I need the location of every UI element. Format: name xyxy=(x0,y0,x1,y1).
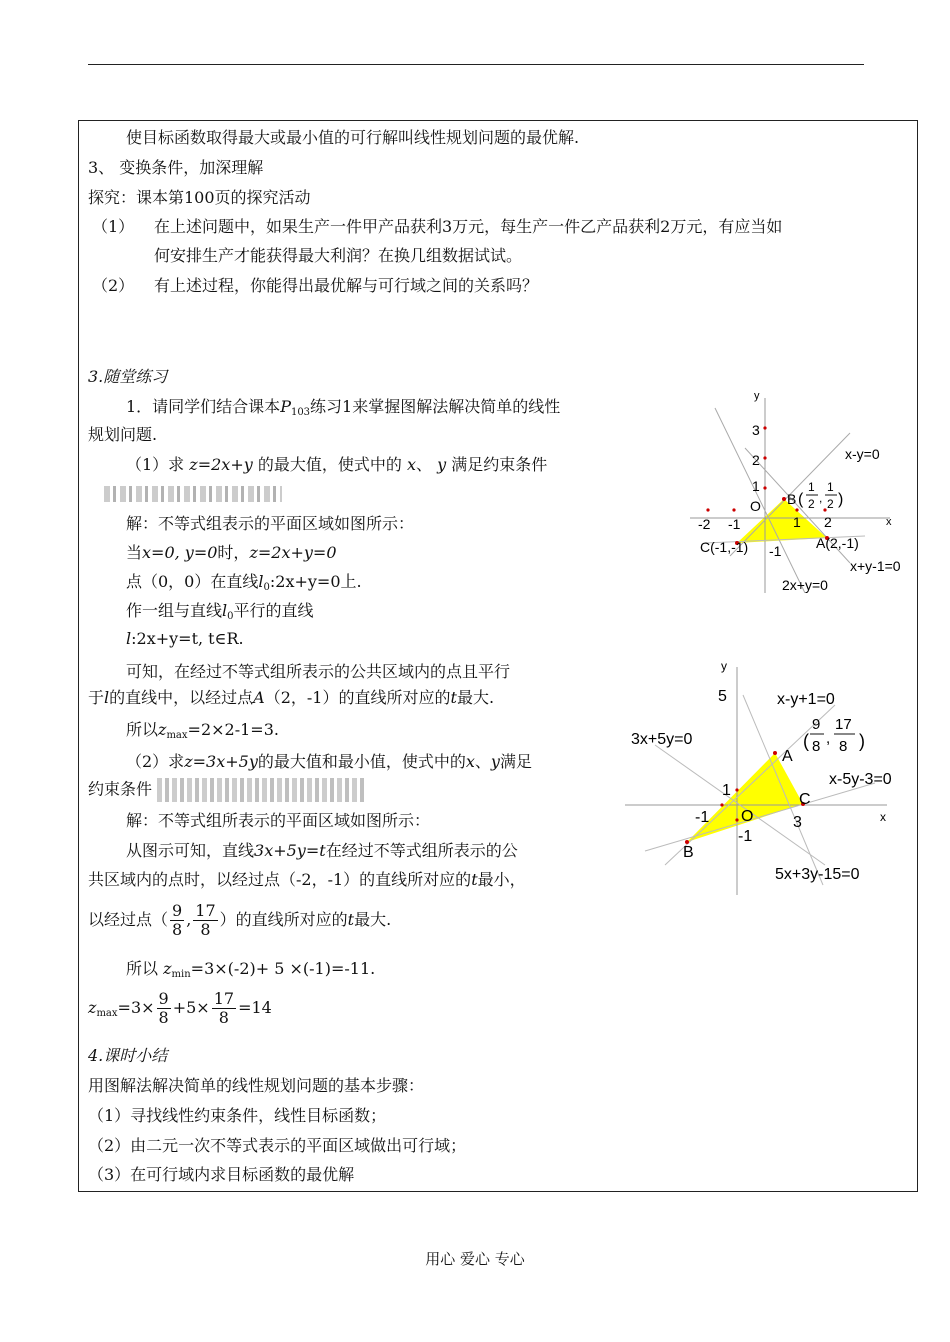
feasible-region-graph-2 xyxy=(625,655,915,895)
summary-step-1: （1）寻找线性约束条件，线性目标函数； xyxy=(88,1106,387,1125)
tick-y-5: 5 xyxy=(718,688,727,705)
point-B-paren-close: ) xyxy=(838,491,844,508)
practice-intro-cont: 规划问题. xyxy=(88,425,158,444)
tick-dot xyxy=(795,508,798,511)
point-B-comma: , xyxy=(819,491,823,505)
tick-x-2: 2 xyxy=(824,514,832,530)
solution-1-line6: 可知，在经过不等式组所表示的公共区域内的点且平行 xyxy=(126,662,511,681)
question-1-number: （1） xyxy=(92,217,135,236)
tick-x-m2: -2 xyxy=(698,516,711,532)
label-point-C: C xyxy=(799,791,811,808)
tick-dot xyxy=(735,788,738,791)
solution-2-line4: 以经过点（ $\frac{9}{8}$ , $\frac{17}{8}$ ）的直线所对应的t最大. xyxy=(88,901,392,939)
tick-x-m1: -1 xyxy=(728,516,741,532)
origin-label-1: O xyxy=(750,498,761,514)
optimal-solution-definition: 使目标函数取得最大或最小值的可行解叫线性规划问题的最优解. xyxy=(126,128,580,147)
solution-1-line4: 作一组与直线l0平行的直线 xyxy=(126,601,314,622)
label-point-A: A xyxy=(782,748,793,765)
label-x-plus-y-1: x+y-1=0 xyxy=(850,558,901,574)
tick-dot xyxy=(735,818,738,821)
tick-y-1: 1 xyxy=(752,478,760,494)
point-B-x-num: 1 xyxy=(808,480,815,494)
feasible-region-graph-1 xyxy=(690,388,910,593)
solution-1-line1: 解：不等式组表示的平面区域如图所示： xyxy=(126,514,415,533)
page-footer: 用心 爱心 专心 xyxy=(425,1250,525,1268)
question-2-text: 有上述过程，你能得出最优解与可行域之间的关系吗？ xyxy=(154,276,539,295)
question-1-line1: 在上述问题中，如果生产一件甲产品获利3万元，每生产一件乙产品获利2万元，有应当如 xyxy=(154,217,783,236)
y-axis-label-2: y xyxy=(721,659,727,673)
point-A-x-den: 8 xyxy=(812,738,821,755)
question-2-number: （2） xyxy=(92,276,135,295)
summary-intro: 用图解法解决简单的线性规划问题的基本步骤： xyxy=(88,1076,425,1095)
label-point-A: A(2,-1) xyxy=(816,535,859,551)
point-A-comma: , xyxy=(826,730,831,747)
constraints-image-1 xyxy=(104,482,282,504)
tick-dot xyxy=(732,508,735,511)
point-B-y-num: 1 xyxy=(827,480,834,494)
label-point-B: B xyxy=(683,844,694,861)
point-A-y-num: 17 xyxy=(835,716,852,733)
summary-step-2: （2）由二元一次不等式表示的平面区域做出可行域； xyxy=(88,1136,467,1155)
label-x-minus-y: x-y=0 xyxy=(845,446,880,462)
tick-x-3: 3 xyxy=(793,814,802,831)
tick-y-3: 3 xyxy=(752,422,760,438)
tick-x-1: 1 xyxy=(793,514,801,530)
solution-2-line2: 从图示可知，直线3x+5y=t在经过不等式组所表示的公 xyxy=(126,841,518,860)
tick-dot xyxy=(763,486,766,489)
label-x-minus-5y-minus-3: x-5y-3=0 xyxy=(829,771,892,788)
section-3-heading: 3、 变换条件，加深理解 xyxy=(88,158,264,177)
solution-1-line3: 点（0，0）在直线l0:2x+y=0上. xyxy=(126,572,362,593)
solution-2-min: 所以 zmin=3×(-2)+ 5 ×(-1)=-11. xyxy=(126,959,376,980)
summary-step-3: （3）在可行域内求目标函数的最优解 xyxy=(88,1165,355,1184)
practice-intro: 1．请同学们结合课本P103练习1来掌握图解法解决简单的线性 xyxy=(126,397,561,418)
y-axis-label-1: y xyxy=(754,390,760,402)
label-point-B: B xyxy=(787,491,797,507)
tick-y-m1: -1 xyxy=(769,543,782,559)
solution-2-max: zmax=3× $\frac{9}{8}$ +5× $\frac{17}{8}$ =14 xyxy=(88,989,272,1027)
x-axis-label-2: x xyxy=(880,810,886,824)
exercise-1-statement: （1）求 z=2x+y 的最大值，使式中的 x、 y 满足约束条件 xyxy=(126,455,548,474)
point-B-y-den: 2 xyxy=(827,497,834,511)
tick-dot xyxy=(763,426,766,429)
label-3x-plus-5y: 3x+5y=0 xyxy=(631,731,693,748)
point-B-x-den: 2 xyxy=(808,497,815,511)
question-1-line2: 何安排生产才能获得最大利润？在换几组数据试试。 xyxy=(154,246,523,265)
constraints-image-2 xyxy=(157,778,367,802)
solution-2-line3: 共区域内的点时，以经过点（-2，-1）的直线所对应的t最小， xyxy=(88,870,526,889)
label-x-minus-y-plus-1: x-y+1=0 xyxy=(777,691,835,708)
x-axis-label-1: x xyxy=(886,516,892,528)
tick-y-m1: -1 xyxy=(738,828,753,845)
practice-heading: 3.随堂练习 xyxy=(88,367,168,386)
tick-dot xyxy=(706,508,709,511)
header-rule xyxy=(88,64,864,65)
exercise-2-constraints-label: 约束条件 xyxy=(88,778,367,802)
solution-1-result: 所以zmax=2×2-1=3. xyxy=(126,720,279,741)
solution-1-line2: 当x=0, y=0时，z=2x+y=0 xyxy=(126,543,337,562)
tick-y-1: 1 xyxy=(722,782,731,799)
tick-dot xyxy=(720,803,723,806)
point-A xyxy=(773,751,777,755)
label-2x-plus-y: 2x+y=0 xyxy=(782,577,828,593)
point-B-paren-open: ( xyxy=(798,491,804,508)
point-A-x-num: 9 xyxy=(812,716,821,733)
point-A-y-den: 8 xyxy=(839,738,848,755)
point-A-paren-open: ( xyxy=(803,731,809,751)
origin-label-2: O xyxy=(741,808,754,825)
solution-1-line5: l:2x+y=t, t∈R. xyxy=(126,629,244,648)
tick-y-2: 2 xyxy=(752,452,760,468)
explore-line: 探究：课本第100页的探究活动 xyxy=(88,188,311,207)
label-point-C: C(-1,-1) xyxy=(700,539,749,555)
exercise-2-statement: （2）求z=3x+5y的最大值和最小值，使式中的x、y满足 xyxy=(126,752,532,771)
solution-1-line7: 于l的直线中，以经过点A（2，-1）的直线所对应的t最大. xyxy=(88,688,495,707)
point-A-paren-close: ) xyxy=(859,731,865,751)
summary-heading: 4.课时小结 xyxy=(88,1046,168,1065)
solution-2-line1: 解：不等式组所表示的平面区域如图所示： xyxy=(126,811,431,830)
tick-x-m1: -1 xyxy=(695,809,710,826)
label-5x-plus-3y-minus-15: 5x+3y-15=0 xyxy=(775,866,860,883)
point-B xyxy=(782,497,786,501)
tick-dot xyxy=(763,456,766,459)
